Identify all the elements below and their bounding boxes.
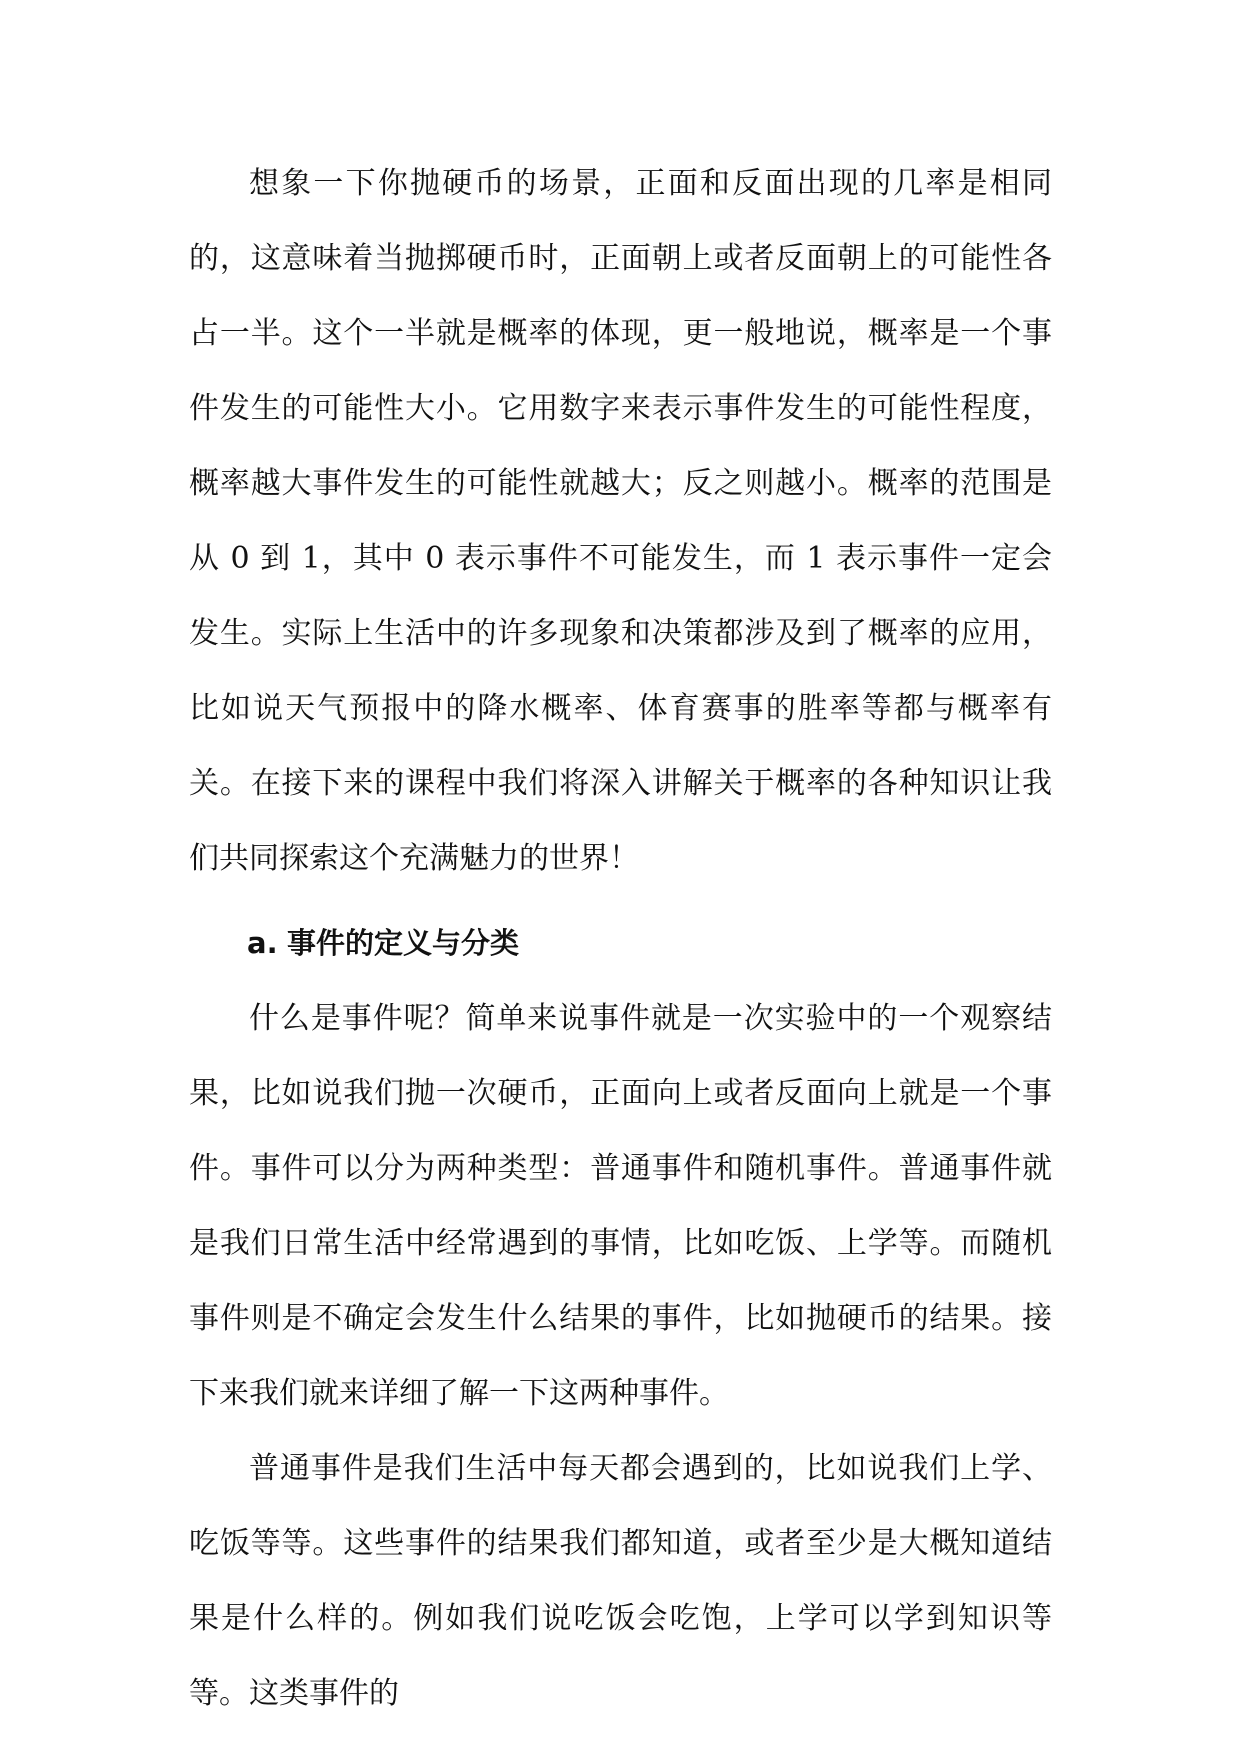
section-heading [189, 906, 1052, 981]
body-paragraph-1: 什么是事件呢？简单来说事件就是一次实验中的一个观察结果，比如说我们抛一次硬币，正面向上或者反面向上就是一个事件。事件可以分为两种类型：普通事件和随机事件。普通事件就是我们日常生活中经常遇到的事情，比如吃饭、上学等。而随机事件则是不确定会发生什么结果的事件，比如抛硬币的结果。接下来我们就来详细了解一下这两种事件。 [189, 1001, 1052, 1411]
section-title: 事件的定义与分类 [287, 926, 520, 960]
section-marker: a. [247, 926, 278, 960]
body-paragraph-2: 普通事件是我们生活中每天都会遇到的，比如说我们上学、吃饭等等。这些事件的结果我们都知道，或者至少是大概知道结果是什么样的。例如我们说吃饭会吃饱，上学可以学到知识等等。这类事件的 [189, 1451, 1052, 1711]
intro-paragraph: 想象一下你抛硬币的场景，正面和反面出现的几率是相同的，这意味着当抛掷硬币时，正面朝上或者反面朝上的可能性各占一半。这个一半就是概率的体现，更一般地说，概率是一个事件发生的可能性大小。它用数字来表示事件发生的可能性程度，概率越大事件发生的可能性就越大；反之则越小。概率的范围是从 0 到 1，其中 0 表示事件不可能发生，而 1 表示事件一定会发生。实际上生活中的许多现象和决策都涉及到了概率的应用，比如说天气预报中的降水概率、体育赛事的胜率等都与概率有关。在接下来的课程中我们将深入讲解关于概率的各种知识让我们共同探索这个充满魅力的世界！ [189, 166, 1052, 876]
